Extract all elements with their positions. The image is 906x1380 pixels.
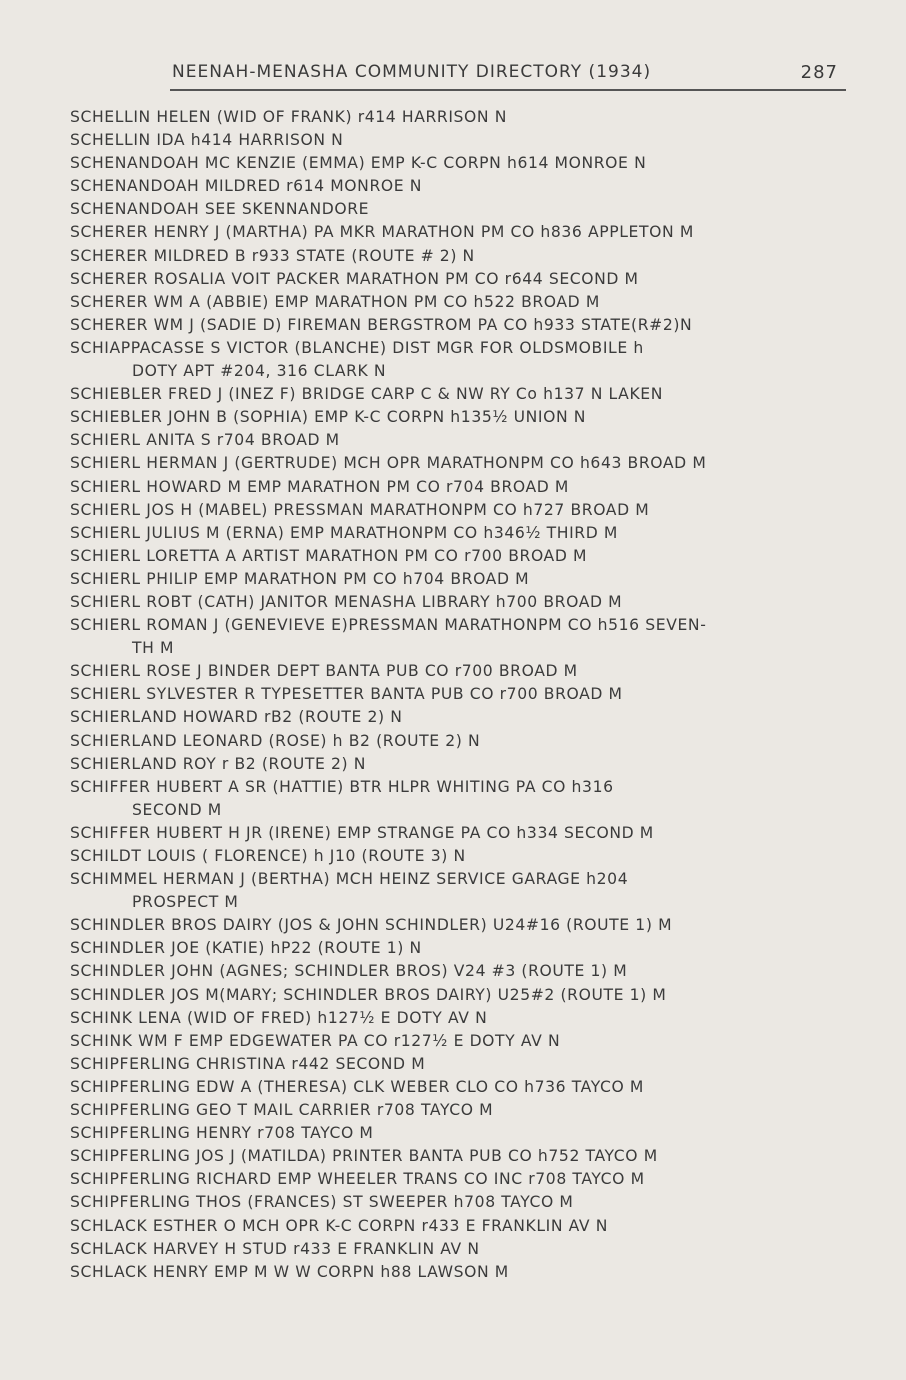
directory-entry-continuation: TH M	[132, 639, 175, 658]
directory-entry: SCHENANDOAH MILDRED r614 MONROE N	[70, 177, 423, 196]
directory-entry: SCHIEBLER FRED J (INEZ F) BRIDGE CARP C & NW RY Co h137 N LAKEN	[70, 385, 663, 404]
directory-entry: SCHINDLER JOE (KATIE) hP22 (ROUTE 1) N	[70, 939, 422, 958]
directory-entry: SCHIMMEL HERMAN J (BERTHA) MCH HEINZ SERVICE GARAGE h204	[70, 870, 629, 889]
directory-entry: SCHIERL SYLVESTER R TYPESETTER BANTA PUB CO r700 BROAD M	[70, 685, 623, 704]
directory-entry: SCHIPFERLING GEO T MAIL CARRIER r708 TAYCO M	[70, 1101, 494, 1120]
directory-entry: SCHIERL ROSE J BINDER DEPT BANTA PUB CO r700 BROAD M	[70, 662, 578, 681]
directory-entry: SCHIERL JULIUS M (ERNA) EMP MARATHONPM CO h346½ THIRD M	[70, 523, 618, 542]
directory-entries	[70, 106, 860, 1284]
directory-entry: SCHELLIN IDA h414 HARRISON N	[70, 131, 344, 150]
directory-entry: SCHINDLER JOS M(MARY; SCHINDLER BROS DAIRY) U25#2 (ROUTE 1) M	[70, 985, 667, 1004]
directory-entry: SCHIPFERLING THOS (FRANCES) ST SWEEPER h708 TAYCO M	[70, 1193, 574, 1212]
directory-entry-continuation: DOTY APT #204, 316 CLARK N	[132, 362, 387, 381]
directory-entry: SCHIERL PHILIP EMP MARATHON PM CO h704 BROAD M	[70, 569, 530, 588]
directory-entry: SCHIERL ROMAN J (GENEVIEVE E)PRESSMAN MARATHONPM CO h516 SEVEN-	[70, 616, 707, 635]
header-rule	[170, 89, 846, 91]
page-title: NEENAH-MENASHA COMMUNITY DIRECTORY (1934)	[172, 62, 652, 82]
directory-entry: SCHLACK ESTHER O MCH OPR K-C CORPN r433 E FRANKLIN AV N	[70, 1216, 609, 1235]
directory-entry: SCHINK LENA (WID OF FRED) h127½ E DOTY AV N	[70, 1008, 488, 1027]
directory-entry: SCHIERLAND ROY r B2 (ROUTE 2) N	[70, 754, 366, 773]
directory-entry: SCHIFFER HUBERT H JR (IRENE) EMP STRANGE PA CO h334 SECOND M	[70, 823, 654, 842]
directory-entry: SCHERER HENRY J (MARTHA) PA MKR MARATHON PM CO h836 APPLETON M	[70, 223, 694, 242]
directory-entry: SCHIPFERLING RICHARD EMP WHEELER TRANS CO INC r708 TAYCO M	[70, 1170, 645, 1189]
directory-entry: SCHIERL HERMAN J (GERTRUDE) MCH OPR MARATHONPM CO h643 BROAD M	[70, 454, 707, 473]
directory-entry: SCHINDLER BROS DAIRY (JOS & JOHN SCHINDLER) U24#16 (ROUTE 1) M	[70, 916, 673, 935]
directory-entry: SCHERER ROSALIA VOIT PACKER MARATHON PM CO r644 SECOND M	[70, 269, 639, 288]
directory-entry: SCHIERL JOS H (MABEL) PRESSMAN MARATHONPM CO h727 BROAD M	[70, 500, 650, 519]
directory-entry: SCHENANDOAH SEE SKENNANDORE	[70, 200, 370, 219]
directory-entry: SCHIPFERLING EDW A (THERESA) CLK WEBER CLO CO h736 TAYCO M	[70, 1077, 644, 1096]
directory-entry-continuation: SECOND M	[132, 800, 222, 819]
directory-entry: SCHELLIN HELEN (WID OF FRANK) r414 HARRISON N	[70, 108, 507, 126]
directory-entry-continuation: PROSPECT M	[132, 893, 239, 912]
directory-entry: SCHERER WM A (ABBIE) EMP MARATHON PM CO h522 BROAD M	[70, 292, 600, 311]
directory-entry: SCHIFFER HUBERT A SR (HATTIE) BTR HLPR WHITING PA CO h316	[70, 777, 614, 796]
directory-entry: SCHIERL LORETTA A ARTIST MARATHON PM CO r700 BROAD M	[70, 546, 588, 565]
directory-entry: SCHENANDOAH MC KENZIE (EMMA) EMP K-C CORPN h614 MONROE N	[70, 154, 647, 173]
directory-entry: SCHIPFERLING JOS J (MATILDA) PRINTER BANTA PUB CO h752 TAYCO M	[70, 1147, 658, 1166]
directory-entry: SCHERER MILDRED B r933 STATE (ROUTE # 2) N	[70, 246, 475, 265]
directory-entry: SCHIERLAND LEONARD (ROSE) h B2 (ROUTE 2) N	[70, 731, 481, 750]
directory-entry: SCHIPFERLING HENRY r708 TAYCO M	[70, 1124, 374, 1143]
directory-entry: SCHIERL ROBT (CATH) JANITOR MENASHA LIBRARY h700 BROAD M	[70, 592, 623, 611]
page-header	[172, 62, 844, 88]
directory-entry: SCHINDLER JOHN (AGNES; SCHINDLER BROS) V24 #3 (ROUTE 1) M	[70, 962, 628, 981]
directory-entry: SCHIPFERLING CHRISTINA r442 SECOND M	[70, 1054, 426, 1073]
directory-entry: SCHLACK HARVEY H STUD r433 E FRANKLIN AV N	[70, 1239, 480, 1258]
directory-entry: SCHIERL ANITA S r704 BROAD M	[70, 431, 340, 450]
directory-entry: SCHINK WM F EMP EDGEWATER PA CO r127½ E DOTY AV N	[70, 1031, 561, 1050]
page-number: 287	[800, 62, 838, 83]
directory-entry: SCHIEBLER JOHN B (SOPHIA) EMP K-C CORPN h135½ UNION N	[70, 408, 587, 427]
directory-entry: SCHIERL HOWARD M EMP MARATHON PM CO r704 BROAD M	[70, 477, 569, 496]
directory-entry: SCHERER WM J (SADIE D) FIREMAN BERGSTROM PA CO h933 STATE(R#2)N	[70, 315, 693, 334]
directory-entry: SCHILDT LOUIS ( FLORENCE) h J10 (ROUTE 3) N	[70, 847, 466, 865]
directory-entry: SCHIAPPACASSE S VICTOR (BLANCHE) DIST MGR FOR OLDSMOBILE h	[70, 338, 644, 357]
directory-entry: SCHLACK HENRY EMP M W W CORPN h88 LAWSON M	[70, 1262, 509, 1281]
directory-entry: SCHIERLAND HOWARD rB2 (ROUTE 2) N	[70, 708, 403, 727]
